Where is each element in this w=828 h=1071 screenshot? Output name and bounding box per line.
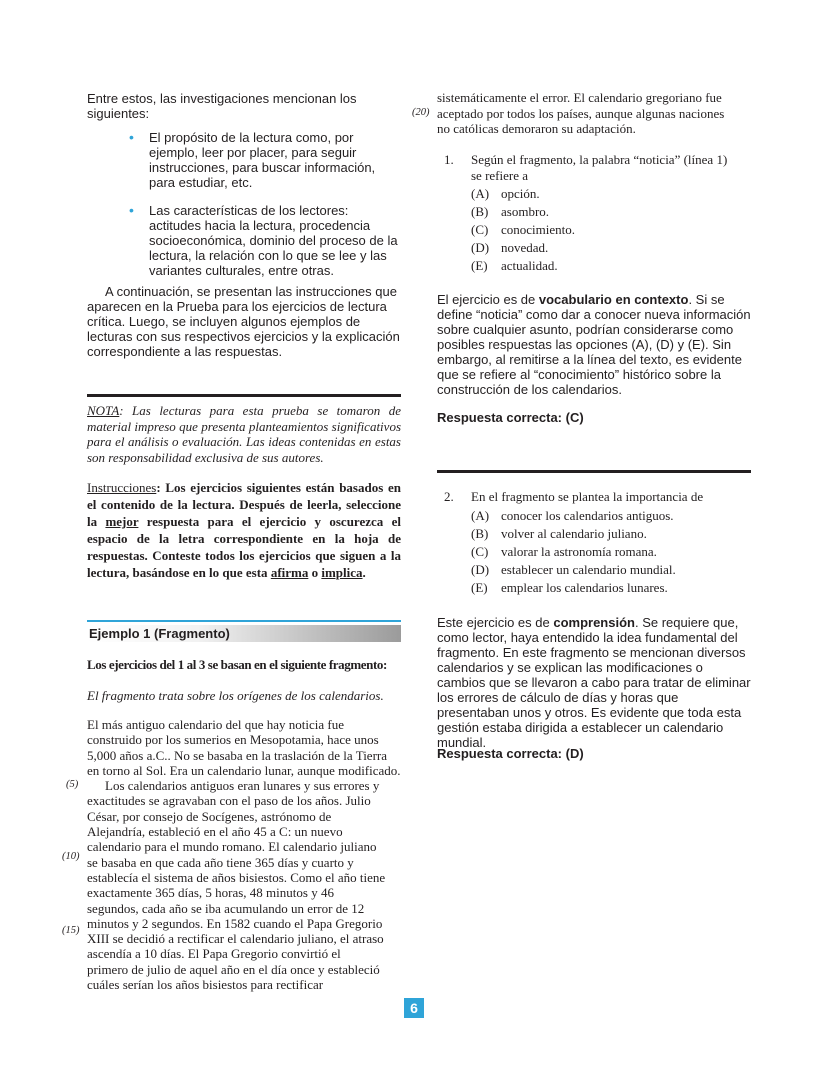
- option-text: valorar la astronomía romana.: [501, 544, 657, 559]
- option-text: conocimiento.: [501, 222, 576, 237]
- instructions-emphasis: implica: [321, 565, 363, 580]
- bullet-item: [129, 203, 399, 278]
- answer-option: [471, 240, 548, 256]
- instructions-text: .: [362, 565, 366, 580]
- continuation-paragraph: A continuación, se presentan las instrucciones que aparecen en la Prueba para los ejercicios de lectura crítica. Luego, se incluyen algunos ejemplos de lecturas con sus respectivos ejercicios y la explicación correspondiente a las respuestas.: [87, 284, 400, 359]
- option-text: asombro.: [501, 204, 550, 219]
- option-letter: (B): [471, 526, 489, 541]
- correct-answer-1: Respuesta correcta: (C): [437, 410, 584, 425]
- answer-option: [471, 222, 575, 238]
- intro-text: Entre estos, las investigaciones mencionan los siguientes:: [87, 91, 357, 121]
- answer-option: [471, 204, 549, 220]
- answer-option: [471, 258, 558, 274]
- passage: [87, 717, 401, 992]
- fragment-intro: El fragmento trata sobre los orígenes de los calendarios.: [87, 688, 384, 703]
- bullet-dot-icon: •: [129, 202, 134, 218]
- bullet-text: El propósito de la lectura como, por ejemplo, leer por placer, para seguir instrucciones, para buscar información, para estudiar, etc.: [149, 130, 376, 190]
- option-letter: (C): [471, 222, 489, 237]
- passage-continuation: [437, 90, 751, 137]
- passage-line: exactamente 365 días, 5 horas, 48 minutos y 46: [87, 885, 334, 901]
- option-letter: (A): [471, 186, 490, 201]
- explanation-2: [437, 615, 751, 750]
- bullet-text: Las características de los lectores: actitudes hacia la lectura, procedencia socioeconómica, dominio del proceso de la lectura, la relación con lo que se lee y las variantes culturales, entre otras.: [149, 203, 398, 278]
- divider: [437, 470, 751, 473]
- passage-line: establecía el sistema de años bisiestos. Como el año tiene: [87, 869, 386, 885]
- bullet-item: [129, 130, 399, 190]
- line-number: (5): [66, 779, 79, 790]
- option-letter: (E): [471, 580, 488, 595]
- option-text: opción.: [501, 186, 540, 201]
- instructions-label: Instrucciones: [87, 480, 157, 495]
- correct-answer-2: Respuesta correcta: (D): [437, 746, 584, 761]
- passage-line: exactitudes se agravaban con el paso de los años. Julio: [87, 793, 371, 809]
- passage-line: aceptado por todos los países, aunque algunas naciones: [437, 105, 725, 121]
- option-letter: (B): [471, 204, 489, 219]
- divider: [87, 394, 401, 397]
- exercises-heading: Los ejercicios del 1 al 3 se basan en el siguiente fragmento:: [87, 657, 387, 672]
- option-text: establecer un calendario mundial.: [501, 562, 676, 577]
- bullet-list: [129, 130, 399, 278]
- instructions-emphasis: afirma: [270, 565, 309, 580]
- option-text: novedad.: [501, 240, 549, 255]
- line-number: (15): [62, 925, 80, 936]
- option-letter: (C): [471, 544, 489, 559]
- question-stem: En el fragmento se plantea la importancia de: [471, 489, 704, 504]
- answer-option: [471, 562, 676, 578]
- option-text: emplear los calendarios lunares.: [501, 580, 668, 595]
- option-letter: (E): [471, 258, 488, 273]
- page-number: 6: [404, 998, 424, 1018]
- example-header: [87, 620, 401, 642]
- passage-line: construido por los sumerios en Mesopotamia, hace unos: [87, 732, 379, 748]
- option-text: conocer los calendarios antiguos.: [501, 508, 674, 523]
- passage-line: XIII se decidió a rectificar el calendario juliano, el atraso: [87, 931, 384, 947]
- line-number: (20): [412, 107, 430, 118]
- explanation-1: [437, 292, 751, 397]
- option-letter: (D): [471, 240, 490, 255]
- passage-line: cuáles serían los años bisiestos para rectificar: [87, 977, 324, 993]
- passage-line: se basaba en que cada año tiene 365 días y cuarto y: [87, 854, 354, 870]
- passage-line: primero de julio de aquel año en el día once y estableció: [87, 961, 380, 977]
- explanation-emphasis: vocabulario en contexto: [538, 292, 689, 307]
- line-number: (10): [62, 851, 80, 862]
- option-text: actualidad.: [501, 258, 558, 273]
- instructions-emphasis: mejor: [105, 514, 139, 529]
- passage-line: Alejandría, estableció en el año 45 a C: un nuevo: [87, 824, 343, 840]
- answer-option: [471, 580, 668, 596]
- passage-line: sistemáticamente el error. El calendario gregoriano fue: [437, 90, 722, 105]
- passage-line: El más antiguo calendario del que hay noticia fue: [87, 717, 345, 732]
- passage-line: minutos y 2 segundos. En 1582 cuando el Papa Gregorio: [87, 915, 383, 931]
- nota-paragraph: [87, 403, 401, 465]
- answer-option: [471, 508, 674, 524]
- question-stem: Según el fragmento, la palabra “noticia” (línea 1) se refiere a: [471, 152, 728, 183]
- question-1: [437, 152, 751, 282]
- instructions-text: o: [308, 565, 322, 580]
- explanation-emphasis: comprensión: [553, 615, 635, 630]
- passage-line: segundos, cada año se iba acumulando un error de 12: [87, 900, 365, 916]
- explanation-text: . Se requiere que, como lector, haya entendido la idea fundamental del fragmento. En este fragmento se mencionan diversos calendarios y se explican las modificaciones o cambios que se llevaron a cabo para tratar de eliminar los errores de cálculo de días y horas que presentaban unos y otros. Es evidente que toda esta gestión estaba dirigida a establecer un calendario mundial.: [437, 615, 751, 750]
- question-2: [437, 489, 751, 599]
- example-title: Ejemplo 1 (Fragmento): [89, 626, 230, 641]
- answer-option: [471, 526, 647, 542]
- explanation-text: Este ejercicio es de: [437, 615, 554, 630]
- instructions-paragraph: [87, 479, 401, 581]
- passage-line: no católicas demoraron su adaptación.: [437, 121, 636, 136]
- passage-line: en torno al Sol. Era un calendario lunar, aunque modificado.: [87, 762, 401, 778]
- divider: [87, 620, 401, 622]
- example-title-bar: [87, 625, 401, 642]
- instructions-text: respuesta para el ejercicio y oscurezca el espacio de la letra correspondiente en la hoja de respuestas. Conteste todos los ejercicios que siguen a la lectura, basándose en lo que esta: [87, 514, 401, 580]
- answer-option: [471, 186, 540, 202]
- bullet-dot-icon: •: [129, 129, 134, 145]
- question-number: 2.: [444, 489, 454, 504]
- passage-line: 5,000 años a.C.. No se basaba en la traslación de la Tierra: [87, 747, 388, 763]
- explanation-text: El ejercicio es de: [437, 292, 539, 307]
- nota-text: : Las lecturas para esta prueba se tomaron de material impreso que presenta planteamientos significativos para el análisis o evaluación. Las ideas contenidas en estas son responsabilidad exclusiva de sus autores.: [87, 403, 401, 465]
- passage-line: ascendía a 10 días. El Papa Gregorio convirtió el: [87, 946, 341, 962]
- passage-line: calendario para el mundo romano. El calendario juliano: [87, 839, 377, 855]
- passage-line: César, por consejo de Socígenes, astrónomo de: [87, 808, 332, 824]
- option-text: volver al calendario juliano.: [501, 526, 647, 541]
- instructions-text: : Los ejercicios siguientes están basados en el contenido de la lectura. Después de leerla, seleccione la: [87, 480, 401, 529]
- nota-label: NOTA: [87, 403, 120, 418]
- explanation-text: . Si se define “noticia” como dar a conocer nueva información sobre cualquier asunto, podrían considerarse como posibles respuestas las opciones (A), (D) y (E). Sin embargo, al remitirse a la línea del texto, es evidente que se refiere al “conocimiento” histórico sobre la construcción de los calendarios.: [437, 292, 751, 397]
- passage-line: Los calendarios antiguos eran lunares y sus errores y: [105, 778, 380, 794]
- question-number: 1.: [444, 152, 454, 167]
- answer-option: [471, 544, 657, 560]
- option-letter: (A): [471, 508, 490, 523]
- option-letter: (D): [471, 562, 490, 577]
